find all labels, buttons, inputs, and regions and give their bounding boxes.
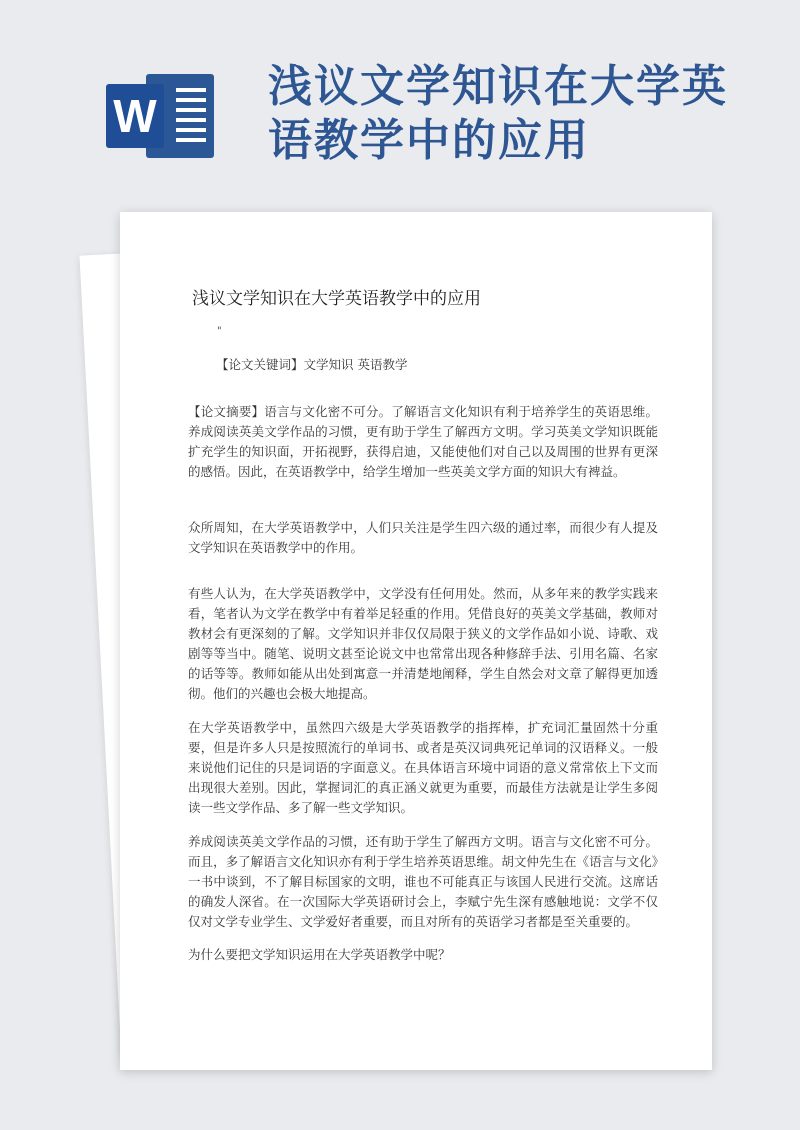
page-header [0, 0, 800, 200]
abstract-paragraph: 【论文摘要】语言与文化密不可分。了解语言文化知识有利于培养学生的英语思维。养成阅读英美文学作品的习惯，更有助于学生了解西方文明。学习英美文学知识既能扩充学生的知识面，开拓视野，获得启迪，又能使他们对自己以及周围的世界有更深的感悟。因此，在英语教学中，给学生增加一些英美文学方面的知识大有裨益。 [188, 404, 658, 479]
body-paragraph: 养成阅读英美文学作品的习惯，还有助于学生了解西方文明。语言与文化密不可分。而且，多了解语言文化知识亦有利于学生培养英语思维。胡文仲先生在《语言与文化》一书中谈到，不了解目标国家的文明，谁也不可能真正与该国人民进行交流。这席话的确发人深省。在一次国际大学英语研讨会上，李赋宁先生深有感触地说：文学不仅仅对文学专业学生、文学爱好者重要，而且对所有的英语学习者都是至关重要的。 [188, 834, 658, 929]
keywords-line: 【论文关键词】文学知识 英语教学 [216, 357, 408, 372]
text-line-decoration [176, 98, 206, 102]
text-line-decoration [176, 88, 206, 92]
text-line-decoration [176, 138, 206, 142]
text-line-decoration [176, 118, 206, 122]
word-logo-letter: W [106, 84, 164, 148]
body-paragraph: 为什么要把文学知识运用在大学英语教学中呢？ [188, 947, 451, 962]
text-line-decoration [176, 128, 206, 132]
word-document-icon [106, 68, 218, 164]
document-title: 浅议文学知识在大学英语教学中的应用 [192, 289, 481, 309]
quote-mark: " [217, 326, 222, 337]
text-line-decoration [176, 108, 206, 112]
page-title: 浅议文学知识在大学英语教学中的应用 [268, 61, 728, 166]
body-paragraph: 众所周知，在大学英语教学中，人们只关注是学生四六级的通过率，而很少有人提及文学知识在英语教学中的作用。 [188, 520, 658, 555]
body-paragraph: 有些人认为，在大学英语教学中，文学没有任何用处。然而，从多年来的教学实践来看，笔者认为文学在教学中有着举足轻重的作用。凭借良好的英美文学基础，教师对教材会有更深刻的了解。文学知识并非仅仅局限于狭义的文学作品如小说、诗歌、戏剧等等当中。随笔、说明文甚至论说文中也常常出现各种修辞手法、引用名篇、名家的话等等。教师如能从出处到寓意一并清楚地阐释，学生自然会对文章了解得更加透彻。他们的兴趣也会极大地提高。 [188, 586, 658, 701]
body-paragraph: 在大学英语教学中，虽然四六级是大学英语教学的指挥棒，扩充词汇量固然十分重要，但是许多人只是按照流行的单词书、或者是英汉词典死记单词的汉语释义。一般来说他们记住的只是词语的字面意义。在具体语言环境中词语的意义常常依上下文而出现很大差别。因此，掌握词汇的真正涵义就更为重要，而最佳方法就是让学生多阅读一些文学作品、多了解一些文学知识。 [188, 720, 658, 815]
document-page [120, 212, 712, 1070]
